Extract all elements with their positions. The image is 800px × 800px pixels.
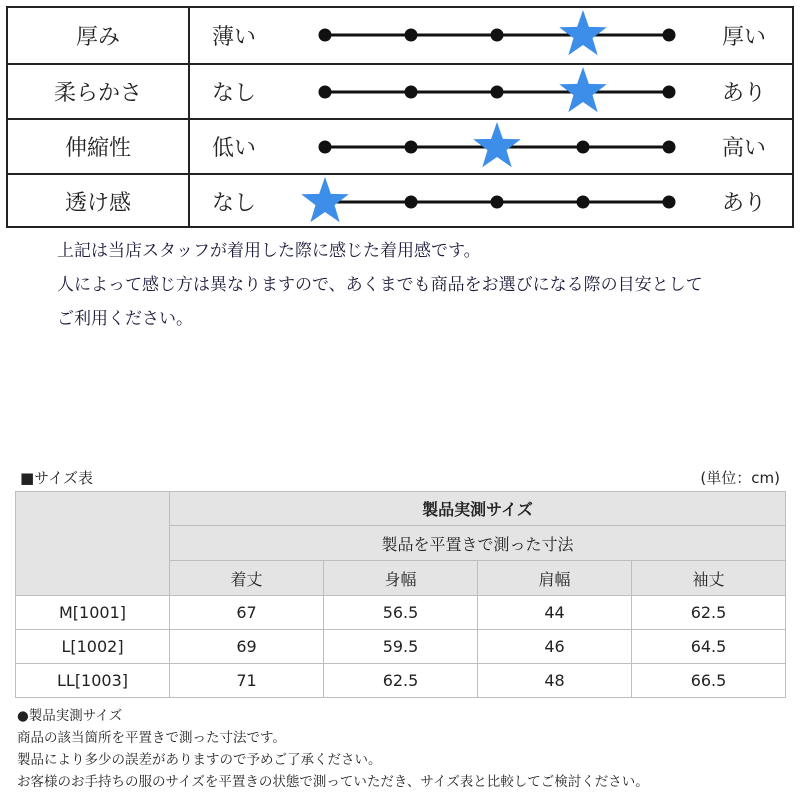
column-header: 身幅 bbox=[324, 561, 478, 596]
note-line-3: ご利用ください。 bbox=[57, 309, 193, 329]
footer-line-1: ●製品実測サイズ bbox=[17, 708, 123, 724]
scale-dot bbox=[405, 29, 418, 42]
scale-dot bbox=[405, 141, 418, 154]
scale-dot bbox=[663, 196, 676, 209]
scale-low-label: 薄い bbox=[212, 25, 257, 50]
table-cell: 71 bbox=[170, 664, 324, 698]
scale-dot bbox=[405, 86, 418, 99]
rating-star-icon bbox=[473, 122, 521, 167]
scale-dot bbox=[405, 196, 418, 209]
table-row bbox=[16, 664, 786, 698]
scale-high-label: あり bbox=[722, 191, 767, 216]
rating-scale bbox=[298, 65, 698, 120]
scale-dot bbox=[577, 196, 590, 209]
note-line-2: 人によって感じ方は異なりますので、あくまでも商品をお選びになる際の目安として bbox=[57, 275, 703, 295]
feel-row-thickness bbox=[8, 8, 792, 63]
scale-dot bbox=[577, 141, 590, 154]
row-size-name: LL[1003] bbox=[16, 664, 170, 698]
table-row bbox=[16, 630, 786, 664]
size-table-title: 製品実測サイズ bbox=[170, 492, 786, 526]
column-header: 肩幅 bbox=[478, 561, 632, 596]
scale-dot bbox=[663, 29, 676, 42]
feel-row-stretch bbox=[8, 118, 792, 173]
scale-dot bbox=[663, 141, 676, 154]
table-cell: 67 bbox=[170, 596, 324, 630]
table-cell: 62.5 bbox=[632, 596, 786, 630]
scale-low-label: 低い bbox=[212, 136, 257, 161]
size-table-heading: ■サイズ表 bbox=[20, 469, 93, 487]
size-table-subtitle: 製品を平置きで測った寸法 bbox=[170, 526, 786, 561]
row-size-name: L[1002] bbox=[16, 630, 170, 664]
rating-star-icon bbox=[301, 177, 349, 222]
scale-high-label: あり bbox=[722, 81, 767, 106]
feel-table bbox=[6, 6, 794, 228]
feel-row-sheerness bbox=[8, 173, 792, 228]
row-size-name: M[1001] bbox=[16, 596, 170, 630]
note-line-1: 上記は当店スタッフが着用した際に感じた着用感です。 bbox=[57, 241, 481, 261]
table-cell: 69 bbox=[170, 630, 324, 664]
scale-low-label: なし bbox=[212, 191, 257, 216]
scale-dot bbox=[491, 86, 504, 99]
rating-star-icon bbox=[559, 10, 607, 55]
feel-label: 柔らかさ bbox=[8, 65, 190, 118]
scale-dot bbox=[319, 86, 332, 99]
feel-label: 厚み bbox=[8, 8, 190, 63]
scale-low-label: なし bbox=[212, 81, 257, 106]
table-cell: 59.5 bbox=[324, 630, 478, 664]
scale-high-label: 高い bbox=[722, 136, 767, 161]
table-cell: 44 bbox=[478, 596, 632, 630]
table-cell: 48 bbox=[478, 664, 632, 698]
feel-label: 伸縮性 bbox=[8, 120, 190, 173]
footer-line-4: お客様のお手持ちの服のサイズを平置きの状態で測っていただき、サイズ表と比較してご検討ください。 bbox=[17, 774, 649, 790]
table-cell: 66.5 bbox=[632, 664, 786, 698]
rating-scale bbox=[298, 120, 698, 175]
scale-dot bbox=[663, 86, 676, 99]
rating-star-icon bbox=[559, 67, 607, 112]
scale-high-label: 厚い bbox=[722, 25, 767, 50]
table-cell: 64.5 bbox=[632, 630, 786, 664]
footer-line-2: 商品の該当箇所を平置きで測った寸法です。 bbox=[17, 730, 286, 746]
size-corner-cell bbox=[16, 492, 170, 596]
size-table bbox=[15, 491, 786, 698]
table-cell: 62.5 bbox=[324, 664, 478, 698]
footer-line-3: 製品により多少の誤差がありますので予めご了承ください。 bbox=[17, 752, 382, 768]
scale-dot bbox=[491, 29, 504, 42]
rating-scale bbox=[298, 8, 698, 63]
rating-scale bbox=[298, 175, 698, 230]
table-row bbox=[16, 596, 786, 630]
column-header: 袖丈 bbox=[632, 561, 786, 596]
feel-label: 透け感 bbox=[8, 175, 190, 228]
scale-dot bbox=[319, 29, 332, 42]
feel-row-softness bbox=[8, 63, 792, 118]
scale-dot bbox=[319, 141, 332, 154]
scale-dot bbox=[491, 196, 504, 209]
column-header: 着丈 bbox=[170, 561, 324, 596]
table-cell: 56.5 bbox=[324, 596, 478, 630]
unit-label: (単位：cm) bbox=[700, 469, 780, 487]
table-cell: 46 bbox=[478, 630, 632, 664]
